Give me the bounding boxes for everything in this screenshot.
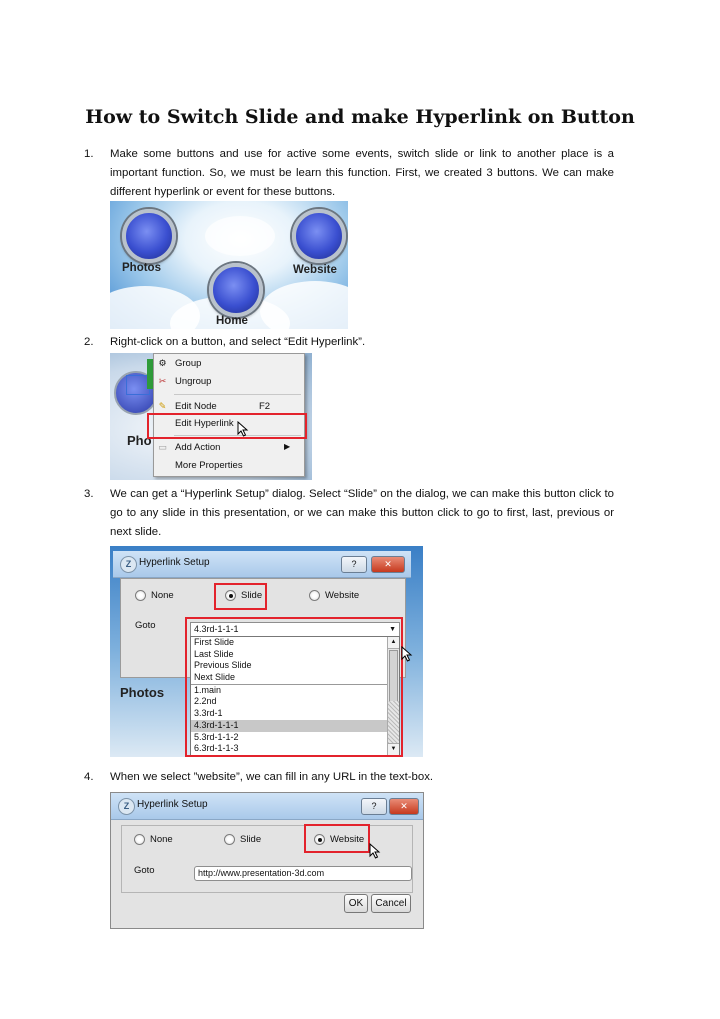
- list-item[interactable]: 5.3rd-1-1-2: [194, 731, 239, 742]
- step-text: We can get a “Hyperlink Setup” dialog. Select “Slide” on the dialog, we can make this button click to go to any slide in this presentation, or we can make this button click to go to first, last, previous or next slide.: [110, 488, 614, 538]
- scroll-down-icon[interactable]: ▼: [388, 743, 399, 755]
- dialog-title: Hyperlink Setup: [137, 799, 208, 810]
- menu-item-more-properties[interactable]: More Properties: [175, 460, 243, 471]
- list-item[interactable]: Next Slide: [191, 672, 399, 685]
- home-button-label: Home: [216, 315, 248, 327]
- list-item-selected[interactable]: 4.3rd-1-1-1: [191, 720, 399, 732]
- help-button[interactable]: ?: [341, 556, 367, 573]
- dialog-title: Hyperlink Setup: [139, 557, 210, 568]
- photos-button-orb: [122, 209, 176, 263]
- ungroup-icon: ✂: [158, 376, 167, 386]
- edit-node-shortcut: F2: [259, 401, 271, 412]
- list-item[interactable]: 3.3rd-1: [194, 708, 223, 719]
- url-input[interactable]: http://www.presentation-3d.com: [194, 866, 412, 881]
- step-4: [84, 768, 614, 787]
- step-2: [84, 333, 614, 352]
- list-highlight-box: [185, 617, 403, 757]
- dialog-title-bar: [111, 793, 423, 820]
- dropdown-arrow-icon: ▼: [389, 626, 396, 633]
- dialog-title-bar: [113, 551, 411, 578]
- step-3: [84, 485, 614, 542]
- radio-none[interactable]: None: [134, 834, 173, 845]
- home-button-orb: [209, 263, 263, 317]
- slide-select[interactable]: 4.3rd-1-1-1 ▼: [190, 622, 400, 637]
- photos-bg-label: Photos: [120, 685, 165, 700]
- page-title: How to Switch Slide and make Hyperlink on Button: [85, 106, 635, 128]
- app-logo-icon: Z: [120, 556, 137, 573]
- list-item[interactable]: Last Slide: [194, 648, 234, 659]
- list-item[interactable]: 6.3rd-1-1-3: [194, 743, 239, 754]
- close-button[interactable]: ✕: [389, 798, 419, 815]
- step-number: 3.: [84, 488, 94, 500]
- group-icon: ⚙: [158, 358, 167, 368]
- edit-node-icon: ✎: [158, 401, 167, 411]
- website-button-label: Website: [293, 264, 337, 276]
- scroll-up-icon[interactable]: ▲: [388, 637, 399, 649]
- mouse-cursor-icon: [237, 421, 249, 437]
- hyperlink-setup-slide-screenshot: [110, 546, 423, 757]
- list-item[interactable]: 1.main: [194, 684, 222, 695]
- cancel-button[interactable]: Cancel: [371, 894, 411, 913]
- step-number: 4.: [84, 771, 94, 783]
- step-number: 1.: [84, 148, 94, 160]
- highlight-box: [147, 413, 307, 439]
- step-text: When we select ”website”, we can fill in any URL in the text-box.: [110, 771, 434, 783]
- menu-item-group[interactable]: Group: [175, 358, 202, 369]
- radio-website[interactable]: Website: [309, 590, 359, 601]
- website-highlight-box: [304, 824, 370, 853]
- ok-button[interactable]: OK: [344, 894, 368, 913]
- step-1: [84, 145, 614, 202]
- step-text: Right-click on a button, and select “Edit Hyperlink”.: [110, 336, 366, 348]
- list-item[interactable]: Previous Slide: [194, 660, 252, 671]
- list-item[interactable]: 2.2nd: [194, 696, 217, 707]
- menu-item-add-action[interactable]: Add Action: [175, 442, 221, 453]
- menu-item-ungroup[interactable]: Ungroup: [175, 376, 212, 387]
- radio-website[interactable]: Website: [314, 834, 364, 845]
- mouse-cursor-icon: [369, 843, 381, 859]
- context-menu-screenshot: [110, 353, 312, 480]
- menu-item-edit-hyperlink[interactable]: Edit Hyperlink: [175, 418, 234, 429]
- help-button[interactable]: ?: [361, 798, 387, 815]
- submenu-arrow-icon: ▶: [284, 442, 291, 451]
- mouse-cursor-icon: [401, 646, 413, 662]
- buttons-screenshot: [110, 201, 348, 329]
- step-number: 2.: [84, 336, 94, 348]
- goto-label: Goto: [135, 620, 156, 631]
- step-text: Make some buttons and use for active some events, switch slide or link to another place is a important function. So, we must be learn this function. First, we created 3 buttons. We can make different hyperlink or event for these buttons.: [110, 148, 614, 198]
- slide-highlight-box: [214, 583, 267, 610]
- hyperlink-setup-website-screenshot: [110, 792, 424, 929]
- radio-slide[interactable]: Slide: [225, 590, 262, 601]
- app-logo-icon: Z: [118, 798, 135, 815]
- photos-label-partial: Pho: [127, 433, 152, 448]
- goto-label: Goto: [134, 865, 155, 876]
- list-item[interactable]: First Slide: [194, 637, 235, 647]
- photos-button-label: Photos: [122, 262, 161, 274]
- add-action-icon: ▭: [158, 442, 167, 452]
- close-button[interactable]: ✕: [371, 556, 405, 573]
- radio-none[interactable]: None: [135, 590, 174, 601]
- menu-item-edit-node[interactable]: Edit Node F2: [175, 401, 271, 412]
- website-button-orb: [292, 209, 346, 263]
- radio-slide[interactable]: Slide: [224, 834, 261, 845]
